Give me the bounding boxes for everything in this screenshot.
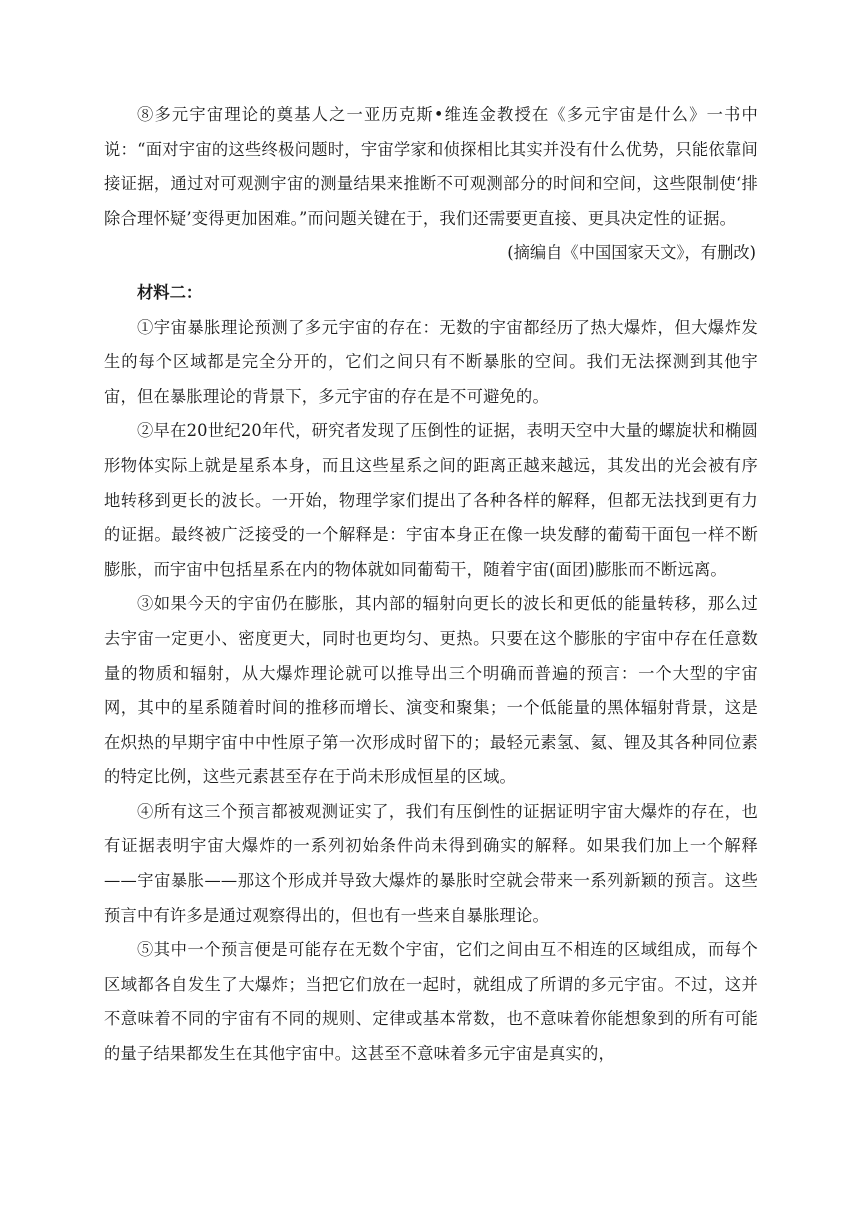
material-two-heading: 材料二： — [137, 282, 203, 302]
document-body — [104, 98, 758, 1072]
paragraph-2: ②早在20世纪20年代，研究者发现了压倒性的证据，表明天空中大量的螺旋状和椭圆形物体实际上就是星系本身，而且这些星系之间的距离正越来越远，其发出的光会被有序地转移到更长的波长。一开始，物理学家们提出了各种各样的解释，但都无法找到更有力的证据。最终被广泛接受的一个解释是：宇宙本身正在像一块发酵的葡萄干面包一样不断膨胀，而宇宙中包括星系在内的物体就如同葡萄干，随着宇宙(面团)膨胀而不断远离。 — [104, 421, 758, 579]
source-citation: (摘编自《中国国家天文》，有删改) — [507, 243, 756, 263]
paragraph-4: ④所有这三个预言都被观测证实了，我们有压倒性的证据证明宇宙大爆炸的存在，也有证据表明宇宙大爆炸的一系列初始条件尚未得到确实的解释。如果我们加上一个解释——宇宙暴胀——那这个形成并导致大爆炸的暴胀时空就会带来一系列新颖的预言。这些预言中有许多是通过观察得出的，但也有一些来自暴胀理论。 — [104, 801, 758, 925]
paragraph-5: ⑤其中一个预言便是可能存在无数个宇宙，它们之间由互不相连的区域组成，而每个区域都各自发生了大爆炸；当把它们放在一起时，就组成了所谓的多元宇宙。不过，这并不意味着不同的宇宙有不同的规则、定律或基本常数，也不意味着你能想象到的所有可能的量子结果都发生在其他宇宙中。这甚至不意味着多元宇宙是真实的， — [104, 940, 758, 1064]
paragraph-3: ③如果今天的宇宙仍在膨胀，其内部的辐射向更长的波长和更低的能量转移，那么过去宇宙一定更小、密度更大，同时也更均匀、更热。只要在这个膨胀的宇宙中存在任意数量的物质和辐射，从大爆炸理论就可以推导出三个明确而普遍的预言：一个大型的宇宙网，其中的星系随着时间的推移而增长、演变和聚集；一个低能量的黑体辐射背景，这是在炽热的早期宇宙中中性原子第一次形成时留下的；最轻元素氢、氦、锂及其各种同位素的特定比例，这些元素甚至存在于尚未形成恒星的区域。 — [104, 594, 758, 787]
paragraph-8: ⑧多元宇宙理论的奠基人之一亚历克斯•维连金教授在《多元宇宙是什么》一书中说：“面对宇宙的这些终极问题时，宇宙学家和侦探相比其实并没有什么优势，只能依靠间接证据，通过对可观测宇宙的测量结果来推断不可观测部分的时间和空间，这些限制使‘排除合理怀疑’变得更加困难。”而问题关键在于，我们还需要更直接、更具决定性的证据。 — [104, 105, 758, 228]
paragraph-1: ①宇宙暴胀理论预测了多元宇宙的存在：无数的宇宙都经历了热大爆炸，但大爆炸发生的每个区域都是完全分开的，它们之间只有不断暴胀的空间。我们无法探测到其他宇宙，但在暴胀理论的背景下，多元宇宙的存在是不可避免的。 — [104, 317, 758, 406]
